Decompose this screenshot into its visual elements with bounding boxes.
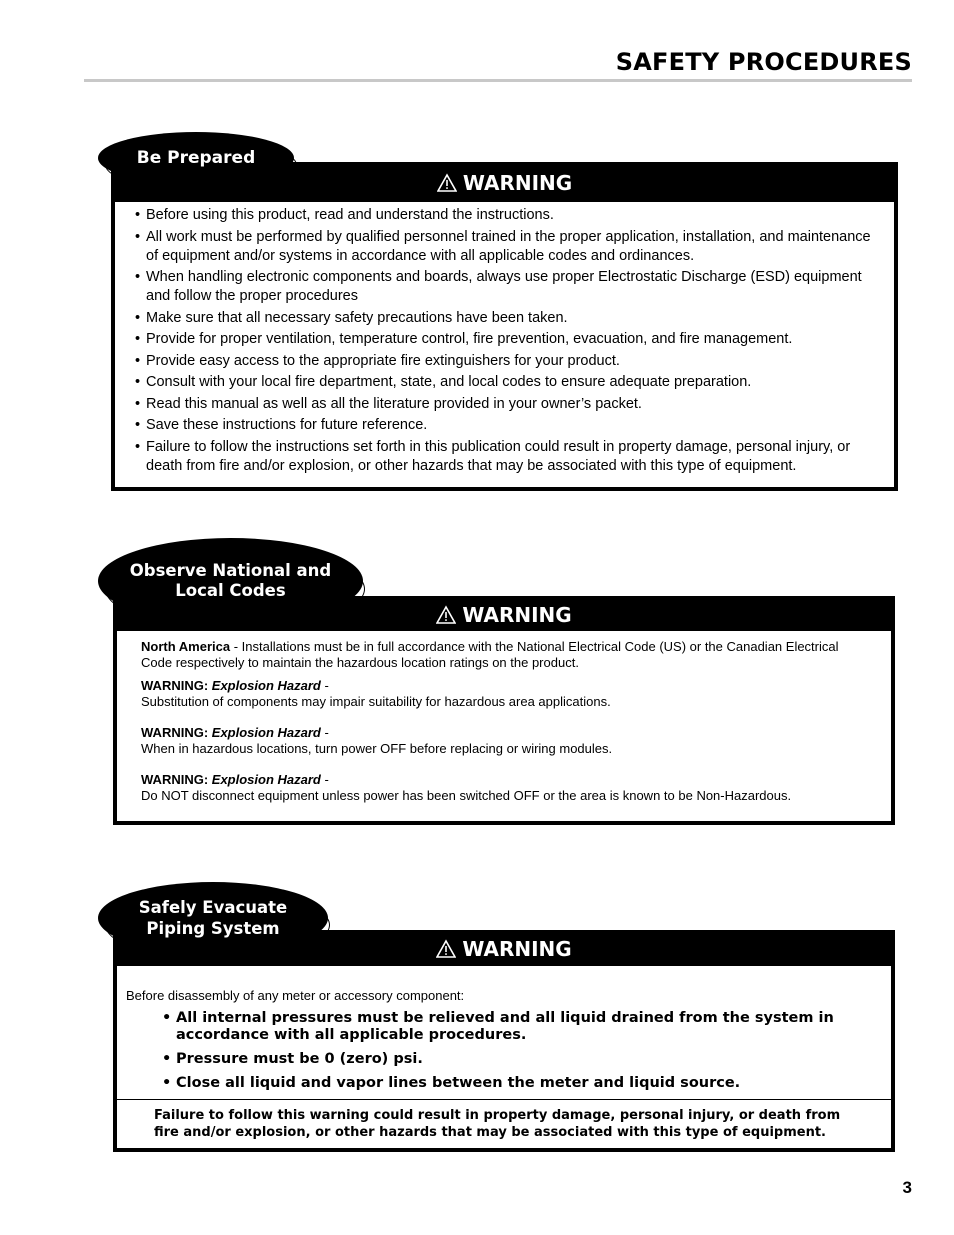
- list-item: • Make sure that all necessary safety precautions have been taken.: [135, 309, 886, 328]
- section-tab-label-line2: Local Codes: [175, 581, 286, 600]
- precaution-list: [135, 206, 886, 476]
- explosion-warning: [141, 678, 861, 710]
- explosion-warning: [141, 725, 861, 757]
- warning-text: When in hazardous locations, turn power OFF before replacing or wiring modules.: [141, 741, 613, 756]
- section-tab-label-line1: Safely Evacuate: [138, 898, 288, 917]
- warning-dash: -: [320, 725, 329, 740]
- section-tab-local-codes: [98, 538, 363, 624]
- codes-warning-box: [113, 596, 895, 825]
- north-america-note: [141, 639, 861, 671]
- list-item: • Pressure must be 0 (zero) psi.: [162, 1051, 861, 1068]
- north-america-label: North America: [141, 639, 231, 654]
- list-item: • Save these instructions for future reference.: [135, 416, 886, 435]
- title-divider: [84, 79, 912, 82]
- warning-footer: [116, 1099, 892, 1149]
- section-tab-evacuate: [98, 882, 328, 954]
- warning-content: [114, 201, 895, 488]
- warning-text: Substitution of components may impair suitability for hazardous area applications.: [141, 694, 611, 709]
- list-item: • Read this manual as well as all the literature provided in your owner’s packet.: [135, 395, 886, 414]
- warning-prefix: WARNING:: [141, 725, 212, 740]
- footer-text: Failure to follow this warning could result in property damage, personal injury, or death from fire and/or explosion, or other hazards that may be associated with this type of equipment.: [154, 1108, 841, 1140]
- warning-label: WARNING: [462, 602, 572, 627]
- warning-content: [116, 965, 892, 1100]
- list-item: • Provide easy access to the appropriate fire extinguishers for your product.: [135, 352, 886, 371]
- intro-text: Before disassembly of any meter or accessory component:: [126, 988, 465, 1003]
- list-item: • When handling electronic components and boards, always use proper Electrostatic Discharge (ESD) equipment and follow the proper procedures: [135, 268, 886, 306]
- warning-triangle-icon: [437, 173, 457, 193]
- hazard-type: Explosion Hazard: [211, 678, 321, 693]
- warning-dash: -: [320, 678, 329, 693]
- north-america-text: - Installations must be in full accordance with the National Electrical Code (US) or the Canadian Electrical Code respectively to maintain the hazardous location ratings on the product.: [141, 639, 839, 670]
- warning-dash: -: [320, 772, 329, 787]
- warning-content: [116, 630, 892, 822]
- section-tab-be-prepared: [98, 132, 294, 184]
- list-item: • Before using this product, read and understand the instructions.: [135, 206, 886, 225]
- list-item: • All internal pressures must be relieved and all liquid drained from the system in accordance with all applicable procedures.: [162, 1010, 861, 1044]
- warning-triangle-icon: [436, 939, 456, 959]
- explosion-warning: [141, 772, 861, 804]
- warning-triangle-icon: [436, 605, 456, 625]
- list-item: • Provide for proper ventilation, temperature control, fire prevention, evacuation, and fire management.: [135, 330, 886, 349]
- warning-text: Do NOT disconnect equipment unless power has been switched OFF or the area is known to be Non-Hazardous.: [141, 788, 792, 803]
- warning-label: WARNING: [462, 937, 572, 961]
- section-tab-label-line2: Piping System: [146, 919, 280, 938]
- warning-prefix: WARNING:: [141, 772, 212, 787]
- warning-prefix: WARNING:: [141, 678, 212, 693]
- list-item: • Close all liquid and vapor lines between the meter and liquid source.: [162, 1075, 861, 1092]
- section-tab-label: Be Prepared: [136, 148, 256, 168]
- page-title: SAFETY PROCEDURES: [615, 48, 912, 76]
- warning-label: WARNING: [462, 171, 573, 195]
- be-prepared-warning-box: [111, 162, 898, 491]
- list-item: • Failure to follow the instructions set forth in this publication could result in property damage, personal injury, or death from fire and/or explosion, or other hazards that may be associated with this type of equipment.: [135, 438, 886, 476]
- hazard-type: Explosion Hazard: [211, 772, 321, 787]
- evacuate-warning-box: [113, 930, 895, 1152]
- hazard-type: Explosion Hazard: [211, 725, 321, 740]
- list-item: • Consult with your local fire department, state, and local codes to ensure adequate preparation.: [135, 373, 886, 392]
- page-number: 3: [902, 1178, 912, 1197]
- evacuation-steps: [126, 1010, 861, 1092]
- list-item: • All work must be performed by qualified personnel trained in the proper application, installation, and maintenance of equipment and/or systems in accordance with all applicable codes and ordinances.: [135, 228, 886, 266]
- section-tab-label-line1: Observe National and: [129, 561, 332, 580]
